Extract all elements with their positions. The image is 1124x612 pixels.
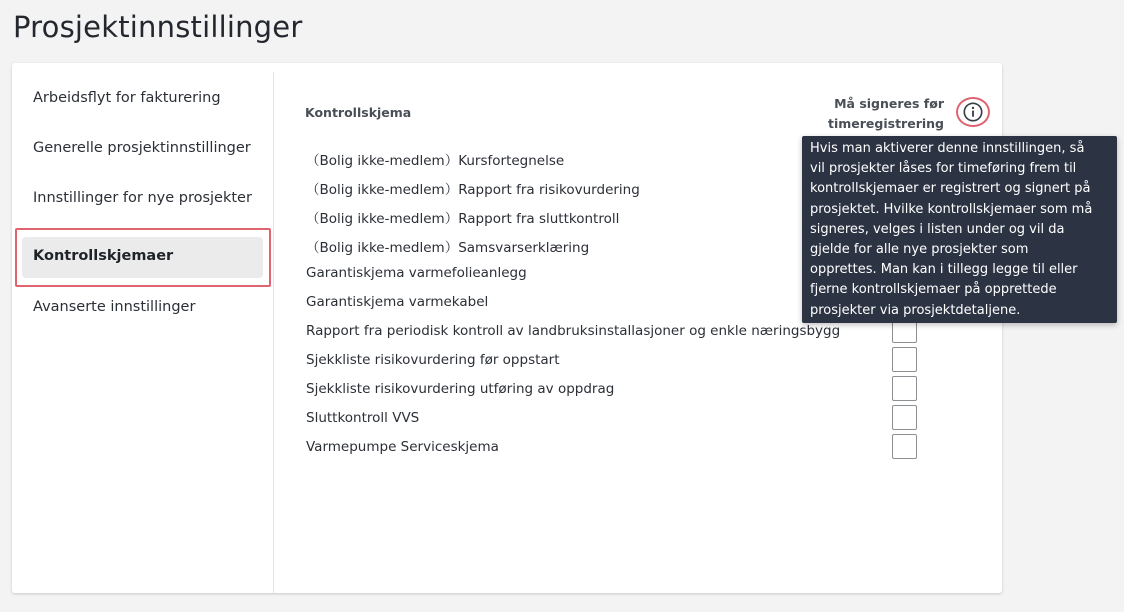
table-row-label: （Bolig ikke-medlem）Rapport fra risikovurdering — [306, 182, 640, 198]
tooltip-line: prosjektet. Hvilke kontrollskjemaer som må — [810, 201, 1093, 217]
column-header-signering-line2: timeregistrering — [828, 116, 944, 131]
sidebar-item-avanserte[interactable]: Avanserte innstillinger — [33, 299, 196, 315]
tooltip-line: signeres, velges i listen under og vil da — [810, 221, 1065, 237]
tooltip-line: vil prosjekter låses for timeføring frem til — [810, 161, 1077, 177]
tooltip-line: prosjekter via prosjektdetaljene. — [810, 302, 1021, 318]
table-row-label: （Bolig ikke-medlem）Kursfortegnelse — [306, 153, 565, 169]
page-title: Prosjektinnstillinger — [13, 10, 303, 44]
table-row-label: Garantiskjema varmekabel — [306, 294, 489, 310]
table-row-label: （Bolig ikke-medlem）Rapport fra sluttkontroll — [306, 211, 620, 227]
table-row-label: Sluttkontroll VVS — [306, 410, 420, 426]
info-tooltip — [802, 136, 1117, 323]
sidebar-item-nye-prosjekter[interactable]: Innstillinger for nye prosjekter — [33, 190, 252, 206]
tooltip-line: fjerne kontrollskjemaer på opprettede — [810, 282, 1057, 298]
settings-sidebar — [12, 72, 274, 593]
sidebar-item-kontrollskjemaer-label[interactable]: Kontrollskjemaer — [33, 248, 174, 264]
sidebar-item-arbeidsflyt[interactable]: Arbeidsflyt for fakturering — [33, 90, 221, 106]
tooltip-line: kontrollskjemaer er registrert og signert på — [810, 181, 1091, 197]
tooltip-line: Hvis man aktiverer denne innstillingen, så — [810, 141, 1085, 156]
table-row-label: Garantiskjema varmefolieanlegg — [306, 265, 527, 281]
row-checkbox[interactable] — [892, 376, 917, 401]
table-row-label: Rapport fra periodisk kontroll av landbruksinstallasjoner og enkle næringsbygg — [306, 323, 841, 339]
tooltip-line: opprettes. Man kan i tillegg legge til eller — [810, 262, 1078, 278]
table-row-label: Sjekkliste risikovurdering utføring av oppdrag — [306, 381, 615, 397]
table-row-label: Sjekkliste risikovurdering før oppstart — [306, 352, 560, 368]
info-circle-icon[interactable] — [962, 101, 984, 123]
table-row-label: Varmepumpe Serviceskjema — [306, 439, 499, 455]
row-checkbox[interactable] — [892, 347, 917, 372]
table-row-label: （Bolig ikke-medlem）Samsvarserklæring — [306, 240, 590, 256]
column-header-signering — [828, 94, 944, 134]
row-checkbox[interactable] — [892, 405, 917, 430]
column-header-kontrollskjema: Kontrollskjema — [305, 105, 412, 120]
sidebar-item-generelle[interactable]: Generelle prosjektinnstillinger — [33, 140, 251, 156]
row-checkbox[interactable] — [892, 434, 917, 459]
column-header-signering-line1: Må signeres før — [834, 96, 944, 111]
tooltip-line: gjelde for alle nye prosjekter som — [810, 242, 1029, 258]
